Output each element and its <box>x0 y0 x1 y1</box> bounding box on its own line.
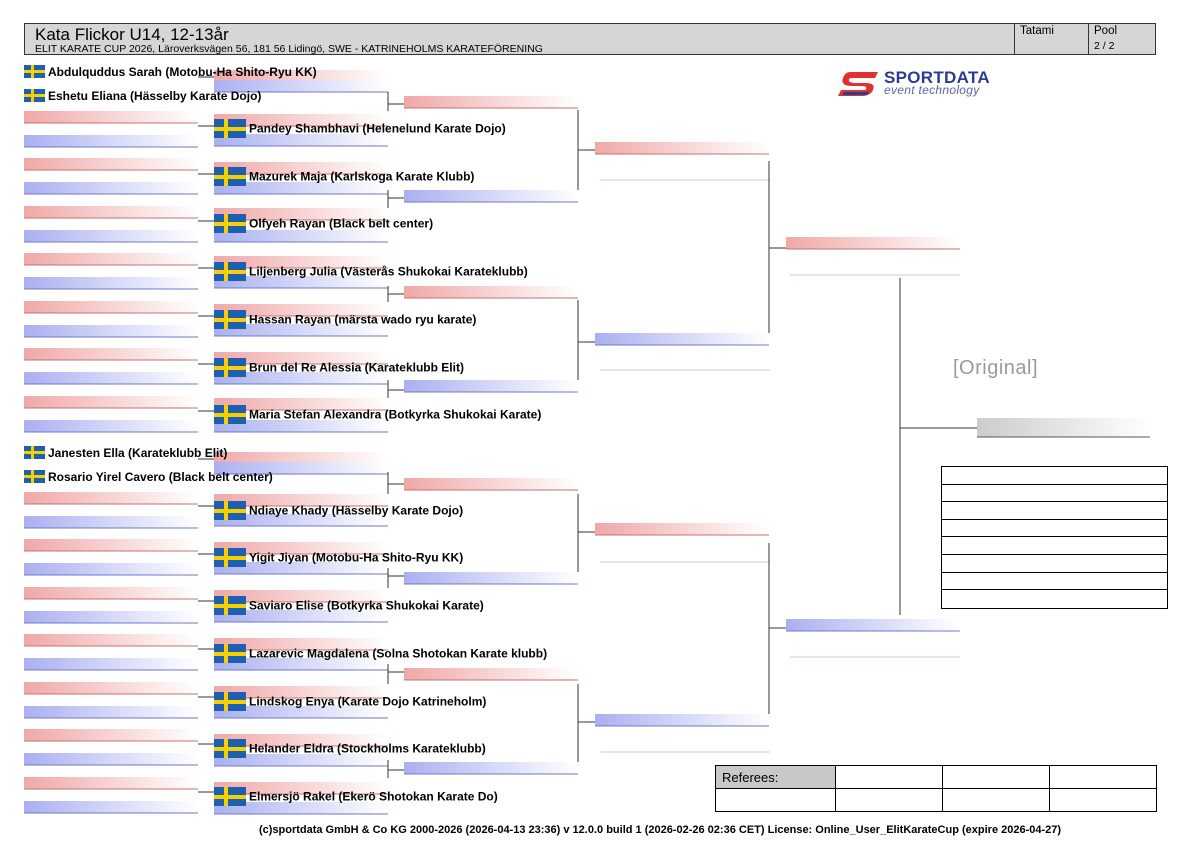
logo-wordmark: SPORTDATA <box>884 68 990 87</box>
ao-slot <box>595 714 769 726</box>
ao-slot <box>24 516 198 528</box>
aka-slot <box>404 668 578 680</box>
bracket-line <box>578 684 595 762</box>
participant-name: Janesten Ella (Karateklubb Elit) <box>48 445 228 460</box>
ao-slot <box>24 230 198 242</box>
sweden-flag-icon <box>214 167 246 186</box>
original-label: [Original] <box>953 357 1039 379</box>
aka-slot <box>24 158 198 170</box>
results-row <box>942 573 1167 591</box>
participant-entry <box>24 64 317 79</box>
aka-slot <box>404 478 578 490</box>
aka-slot <box>24 682 198 694</box>
participant-entry <box>24 445 227 460</box>
results-row <box>942 555 1167 573</box>
participant-name: Pandey Shambhavi (Helenelund Karate Dojo) <box>249 121 506 136</box>
referee-cell <box>943 766 1050 789</box>
sweden-flag-icon <box>214 548 246 567</box>
participant-name: Mazurek Maja (Karlskoga Karate Klubb) <box>249 169 475 184</box>
sweden-flag-icon <box>24 65 45 78</box>
ao-slot <box>24 182 198 194</box>
participant-name: Lindskog Enya (Karate Dojo Katrineholm) <box>249 694 487 709</box>
participant-entry <box>214 596 484 615</box>
referee-cell <box>716 789 836 811</box>
bracket-line <box>388 380 404 398</box>
bracket-line <box>578 300 595 380</box>
logo-tagline: event technology <box>884 83 980 97</box>
aka-slot <box>24 396 198 408</box>
bracket-line <box>388 92 404 110</box>
aka-slot <box>24 111 198 123</box>
referees-label-cell <box>716 766 836 789</box>
sweden-flag-icon <box>214 787 246 806</box>
aka-slot <box>24 777 198 789</box>
tatami-label: Tatami <box>1020 25 1054 37</box>
participant-name: Maria Stefan Alexandra (Botkyrka Shukokai Karate) <box>249 407 542 422</box>
referee-cell <box>1050 766 1156 789</box>
bracket-line <box>578 110 595 190</box>
participant-entry <box>214 548 463 567</box>
results-row <box>942 590 1167 608</box>
participant-entry <box>24 469 273 484</box>
referees-table <box>715 765 1157 812</box>
sweden-flag-icon <box>214 739 246 758</box>
participant-entry <box>214 405 541 424</box>
footer-copyright: (c)sportdata GmbH & Co KG 2000-2026 (2026-04-13 23:36) v 12.0.0 build 1 (2026-02-26 02:36 CET) License: Online_User_ElitKarateCup (expire 2026-04-27) <box>258 824 1062 836</box>
participant-name: Hassan Rayan (märsta wado ryu karate) <box>249 312 477 327</box>
referee-cell <box>836 789 943 811</box>
results-row <box>942 520 1167 538</box>
event-subtitle: ELIT KARATE CUP 2026, Läroverksvägen 56, 181 56 Lidingö, SWE - KATRINEHOLMS KARATEFÖRENING <box>35 43 543 55</box>
aka-slot <box>404 286 578 298</box>
ao-slot <box>24 658 198 670</box>
aka-slot <box>24 253 198 265</box>
participant-name: Lazarevic Magdalena (Solna Shotokan Karate klubb) <box>249 646 548 661</box>
sweden-flag-icon <box>214 405 246 424</box>
sweden-flag-icon <box>214 262 246 281</box>
results-row <box>942 537 1167 555</box>
aka-slot <box>404 96 578 108</box>
bracket-line <box>388 760 404 778</box>
sweden-flag-icon <box>214 596 246 615</box>
participant-entry <box>214 501 463 520</box>
sweden-flag-icon <box>24 446 45 459</box>
participant-entry <box>214 167 474 186</box>
aka-slot <box>24 301 198 313</box>
sweden-flag-icon <box>214 644 246 663</box>
participant-name: Saviaro Elise (Botkyrka Shukokai Karate) <box>249 598 484 613</box>
final-slot <box>977 418 1150 437</box>
ao-slot <box>24 277 198 289</box>
bracket-line <box>769 543 786 714</box>
participant-entry <box>214 692 486 711</box>
aka-slot <box>24 539 198 551</box>
aka-slot <box>24 587 198 599</box>
ao-slot <box>404 190 578 202</box>
ao-slot <box>24 420 198 432</box>
participant-entry <box>214 644 547 663</box>
aka-slot <box>24 729 198 741</box>
aka-slot <box>786 237 960 249</box>
ao-slot <box>786 619 960 631</box>
participant-name: Liljenberg Julia (Västerås Shukokai Karateklubb) <box>249 264 528 279</box>
sweden-flag-icon <box>24 89 45 102</box>
results-row <box>942 502 1167 520</box>
referee-cell <box>943 789 1050 811</box>
ao-slot <box>404 380 578 392</box>
referee-cell <box>1050 789 1156 811</box>
participant-entry <box>214 739 486 758</box>
ao-slot <box>24 563 198 575</box>
sweden-flag-icon <box>24 470 45 483</box>
ao-slot <box>24 706 198 718</box>
ao-slot <box>24 611 198 623</box>
aka-slot <box>24 348 198 360</box>
participant-entry <box>214 214 433 233</box>
ao-slot <box>24 325 198 337</box>
ao-slot <box>404 572 578 584</box>
sweden-flag-icon <box>214 119 246 138</box>
referee-cell <box>836 766 943 789</box>
ao-slot <box>595 333 769 345</box>
participant-name: Rosario Yirel Cavero (Black belt center) <box>48 469 273 484</box>
participant-entry <box>24 88 261 103</box>
bracket-line <box>578 494 595 572</box>
bracket-line <box>388 568 404 580</box>
referees-label: Referees: <box>722 770 779 785</box>
sweden-flag-icon <box>214 501 246 520</box>
bracket-line <box>388 190 404 208</box>
participant-name: Olfyeh Rayan (Black belt center) <box>249 216 434 231</box>
participant-name: Eshetu Eliana (Hässelby Karate Dojo) <box>48 88 262 103</box>
bracket-line <box>769 161 786 333</box>
results-row <box>942 467 1167 485</box>
participant-name: Abdulquddus Sarah (Motobu-Ha Shito-Ryu KK) <box>48 64 317 79</box>
ao-slot <box>24 801 198 813</box>
aka-slot <box>24 492 198 504</box>
aka-slot <box>595 142 769 154</box>
bracket-line <box>388 286 404 300</box>
participant-entry <box>214 119 506 138</box>
participant-entry <box>214 262 528 281</box>
aka-slot <box>24 206 198 218</box>
sweden-flag-icon <box>214 692 246 711</box>
sweden-flag-icon <box>214 214 246 233</box>
ao-slot <box>404 762 578 774</box>
page-title: Kata Flickor U14, 12-13år <box>35 25 229 44</box>
results-table <box>941 466 1168 609</box>
bracket-line <box>388 664 404 682</box>
bracket-line <box>388 472 404 490</box>
sweden-flag-icon <box>214 358 246 377</box>
pool-label: Pool <box>1094 25 1118 37</box>
ao-slot <box>24 753 198 765</box>
aka-slot <box>24 634 198 646</box>
aka-slot <box>595 523 769 535</box>
participant-name: Elmersjö Rakel (Ekerö Shotokan Karate Do) <box>249 789 498 804</box>
participant-name: Helander Eldra (Stockholms Karateklubb) <box>249 741 486 756</box>
participant-name: Brun del Re Alessia (Karateklubb Elit) <box>249 360 464 375</box>
participant-name: Ndiaye Khady (Hässelby Karate Dojo) <box>249 503 464 518</box>
participant-name: Yigit Jiyan (Motobu-Ha Shito-Ryu KK) <box>249 550 464 565</box>
results-row <box>942 485 1167 503</box>
sweden-flag-icon <box>214 310 246 329</box>
ao-slot <box>24 135 198 147</box>
participant-entry <box>214 358 464 377</box>
pool-value: 2 / 2 <box>1094 40 1115 52</box>
participant-entry <box>214 787 498 806</box>
participant-entry <box>214 310 476 329</box>
ao-slot <box>24 372 198 384</box>
